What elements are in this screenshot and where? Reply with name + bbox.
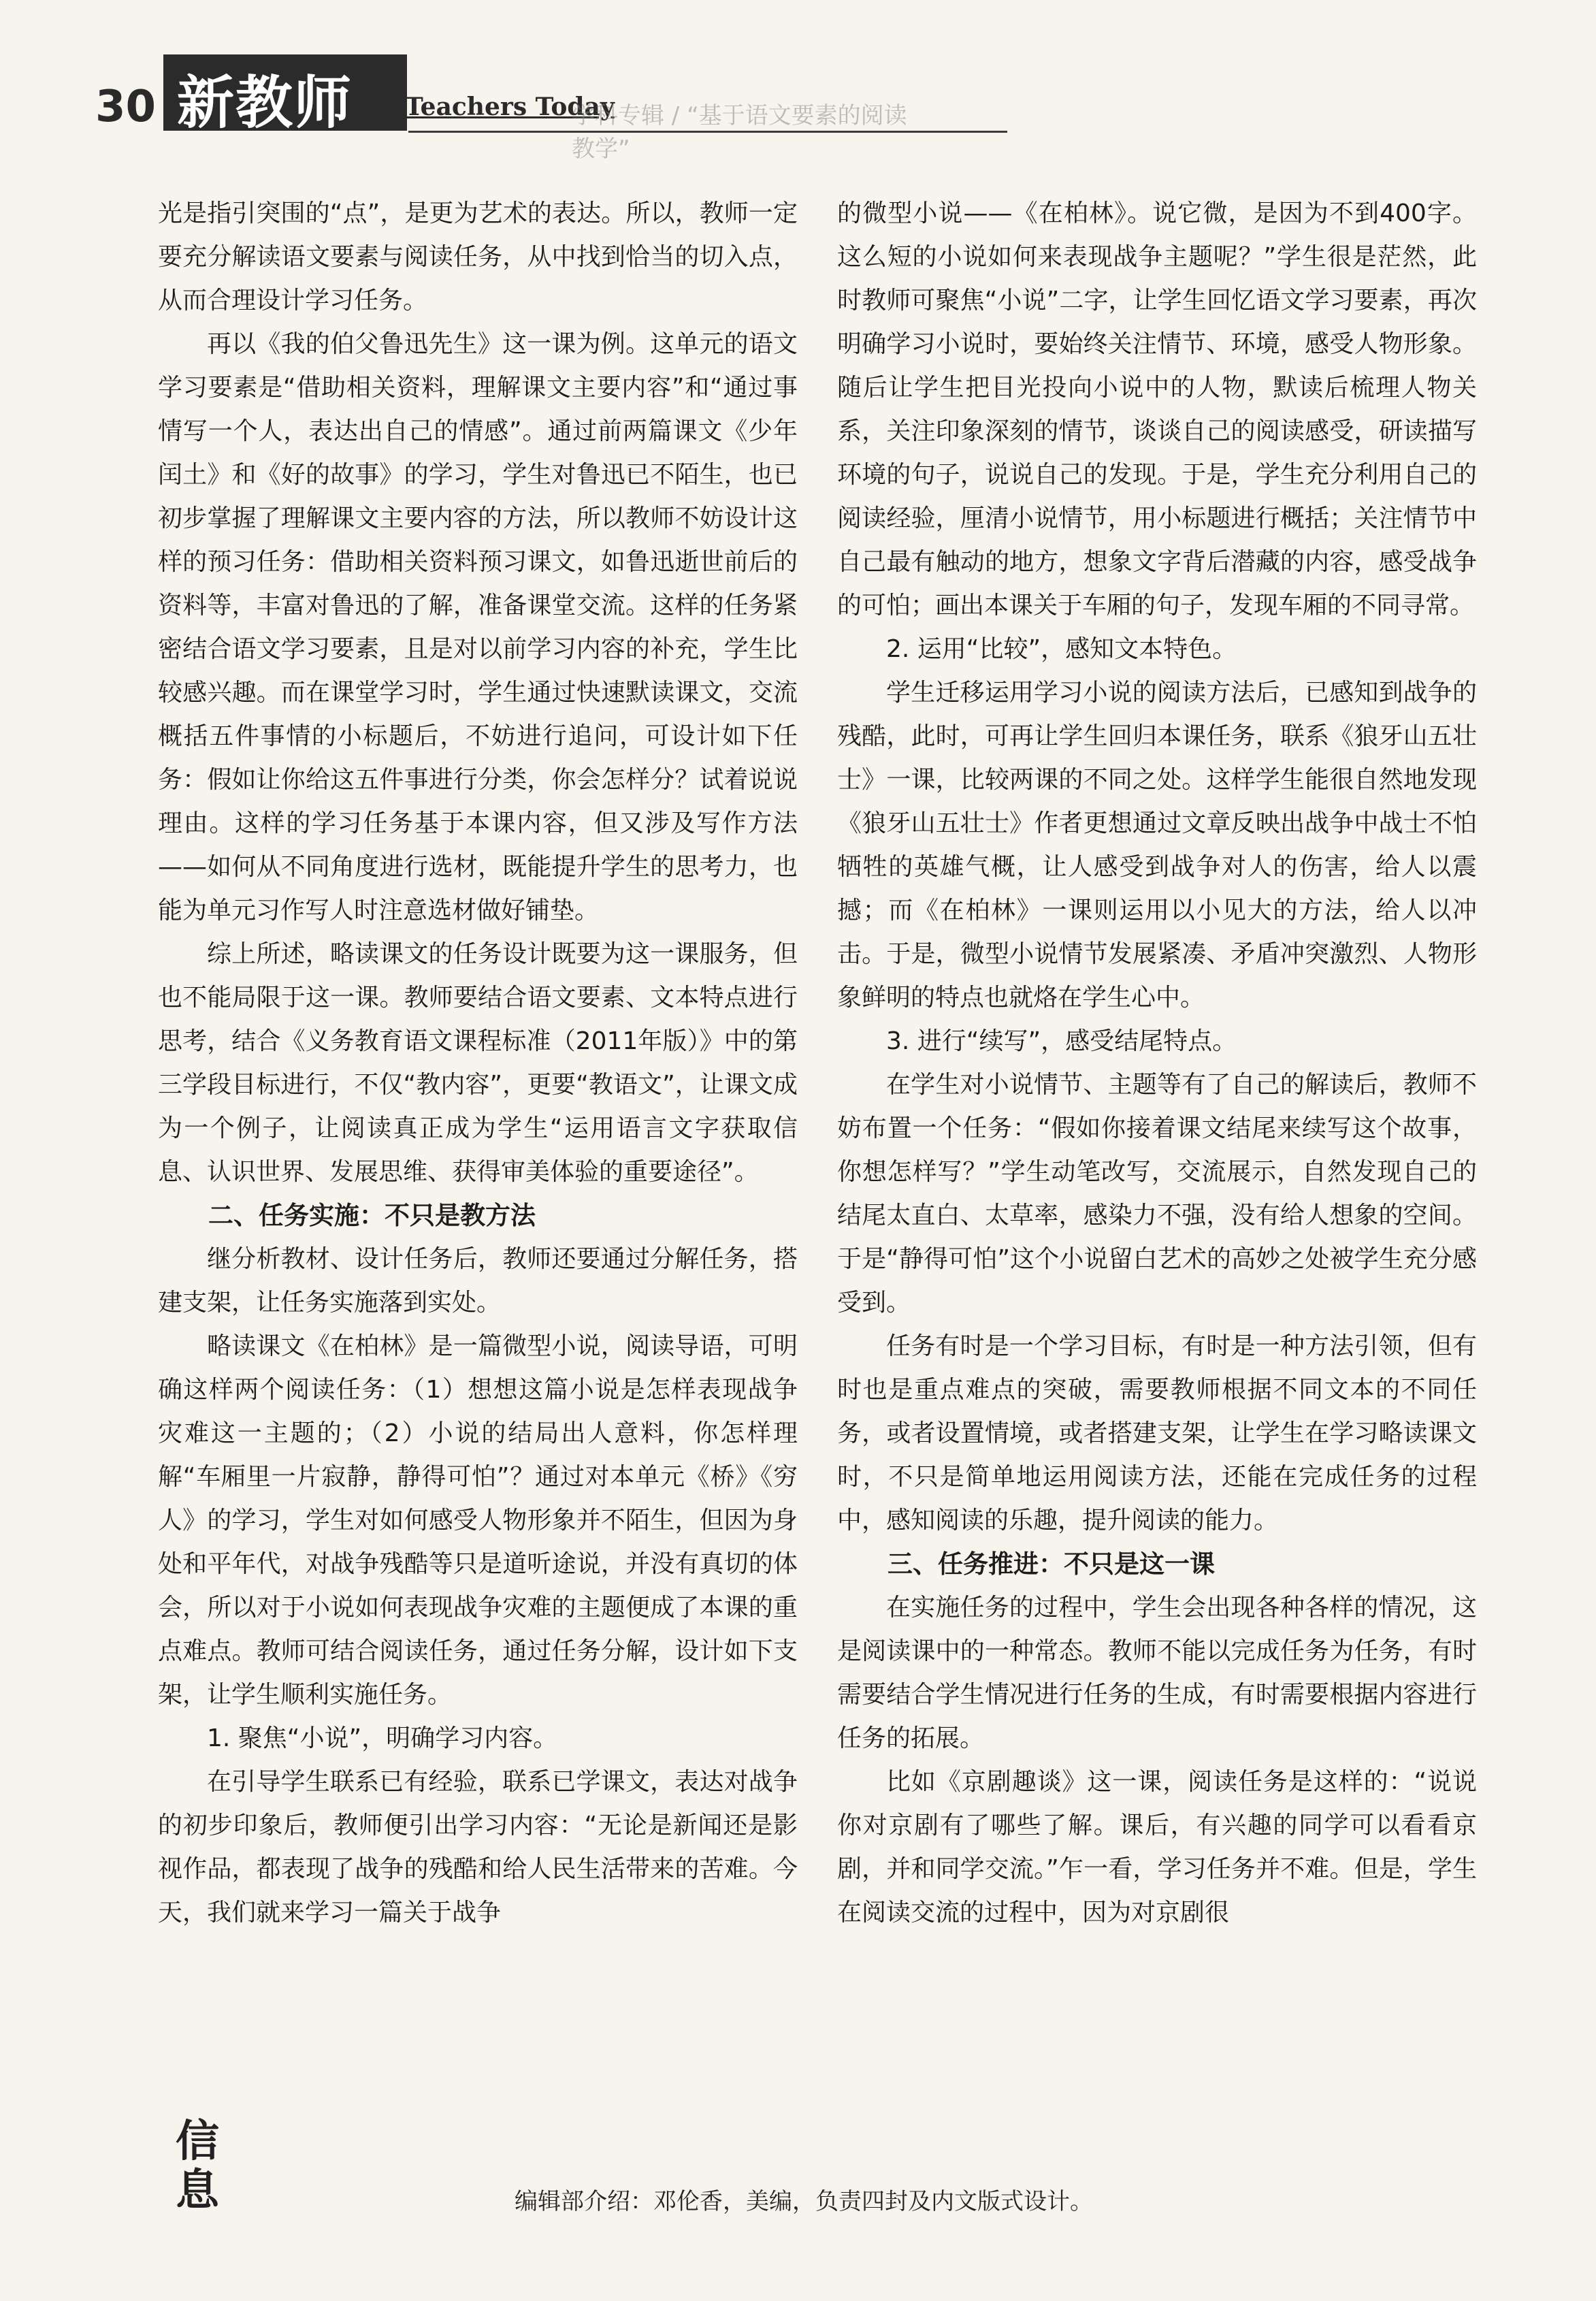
paragraph: 1. 聚焦“小说”，明确学习内容。 bbox=[207, 1724, 558, 1752]
info-label-top: 信 bbox=[176, 2117, 219, 2167]
paragraph: 略读课文《在柏林》是一篇微型小说，阅读导语，可明确这样两个阅读任务：（1）想想这篇小说是怎样表现战争灾难这一主题的；（2）小说的结局出人意料，你怎样理解“车厢里一片寂静，静得可怕”？通过对本单元《桥》《穷人》的学习，学生对如何感受人物形象并不陌生，但因为身处和平年代，对战争残酷等只是道听途说，并没有真切的体会，所以对于小说如何表现战争灾难的主题便成了本课的重点难点。教师可结合阅读任务，通过任务分解，设计如下支架，让学生顺利实施任务。 bbox=[158, 1332, 798, 1709]
page-header bbox=[95, 54, 912, 163]
paragraph: 学生迁移运用学习小说的阅读方法后，已感知到战争的残酷，此时，可再让学生回归本课任务，联系《狼牙山五壮士》一课，比较两课的不同之处。这样学生能很自然地发现《狼牙山五壮士》作者更想通过文章反映出战争中战士不怕牺牲的英雄气概，让人感受到战争对人的伤害，给人以震撼；而《在柏林》一课则运用以小见大的方法，给人以冲击。于是，微型小说情节发展紧凑、矛盾冲突激烈、人物形象鲜明的特点也就烙在学生心中。 bbox=[837, 679, 1477, 1012]
paragraph: 综上所述，略读课文的任务设计既要为这一课服务，但也不能局限于这一课。教师要结合语文要素、文本特点进行思考，结合《义务教育语文课程标准（2011年版）》中的第三学段目标进行，不仅“教内容”，更要“教语文”，让课文成为一个例子，让阅读真正成为学生“运用语言文字获取信息、认识世界、发展思维、获得审美体验的重要途径”。 bbox=[158, 940, 798, 1186]
page-number: 30 bbox=[95, 82, 157, 132]
section-heading: 二、任务实施：不只是教方法 bbox=[208, 1201, 536, 1230]
paragraph: 在学生对小说情节、主题等有了自己的解读后，教师不妨布置一个任务：“假如你接着课文结尾来续写这个故事，你想怎样写？”学生动笔改写，交流展示，自然发现自己的结尾太直白、太草率，感染力不强，没有给人想象的空间。于是“静得可怕”这个小说留白艺术的高妙之处被学生充分感受到。 bbox=[837, 1071, 1477, 1317]
header-rule bbox=[408, 131, 1007, 133]
magazine-title-cn: 新教师 bbox=[177, 69, 353, 136]
info-label-bottom: 息 bbox=[176, 2166, 219, 2216]
editor-intro: 编辑部介绍：邓伦香，美编，负责四封及内文版式设计。 bbox=[515, 2188, 1093, 2215]
left-column bbox=[158, 192, 798, 1935]
magazine-title-en: Teachers Today bbox=[405, 93, 615, 121]
info-label bbox=[176, 2117, 219, 2215]
paragraph: 3. 进行“续写”，感受结尾特点。 bbox=[886, 1027, 1237, 1055]
paragraph: 再以《我的伯父鲁迅先生》这一课为例。这单元的语文学习要素是“借助相关资料，理解课文主要内容”和“通过事情写一个人，表达出自己的情感”。通过前两篇课文《少年闰土》和《好的故事》的学习，学生对鲁迅已不陌生，也已初步掌握了理解课文主要内容的方法，所以教师不妨设计这样的预习任务：借助相关资料预习课文，如鲁迅逝世前后的资料等，丰富对鲁迅的了解，准备课堂交流。这样的任务紧密结合语文学习要素，且是对以前学习内容的补充，学生比较感兴趣。而在课堂学习时，学生通过快速默读课文，交流概括五件事情的小标题后，不妨进行追问，可设计如下任务：假如让你给这五件事进行分类，你会怎样分？试着说说理由。这样的学习任务基于本课内容，但又涉及写作方法——如何从不同角度进行选材，既能提升学生的思考力，也能为单元习作写人时注意选材做好铺垫。 bbox=[158, 330, 798, 924]
paragraph: 比如《京剧趣谈》这一课，阅读任务是这样的：“说说你对京剧有了哪些了解。课后，有兴趣的同学可以看看京剧，并和同学交流。”乍一看，学习任务并不难。但是，学生在阅读交流的过程中，因为对京剧很 bbox=[837, 1768, 1477, 1927]
section-heading: 三、任务推进：不只是这一课 bbox=[887, 1549, 1215, 1579]
paragraph: 任务有时是一个学习目标，有时是一种方法引领，但有时也是重点难点的突破，需要教师根据不同文本的不同任务，或者设置情境，或者搭建支架，让学生在学习略读课文时，不只是简单地运用阅读方法，还能在完成任务的过程中，感知阅读的乐趣，提升阅读的能力。 bbox=[837, 1332, 1477, 1534]
right-column bbox=[837, 192, 1477, 1935]
paragraph: 2. 运用“比较”，感知文本特色。 bbox=[886, 635, 1237, 663]
section-title-faded: 学科专辑 / “基于语文要素的阅读教学” bbox=[572, 102, 907, 163]
paragraph: 光是指引突围的“点”，是更为艺术的表达。所以，教师一定要充分解读语文要素与阅读任务，从中找到恰当的切入点，从而合理设计学习任务。 bbox=[158, 199, 798, 315]
paragraph: 在实施任务的过程中，学生会出现各种各样的情况，这是阅读课中的一种常态。教师不能以完成任务为任务，有时需要结合学生情况进行任务的生成，有时需要根据内容进行任务的拓展。 bbox=[837, 1594, 1477, 1752]
paragraph: 的微型小说——《在柏林》。说它微，是因为不到400字。这么短的小说如何来表现战争主题呢？”学生很是茫然，此时教师可聚焦“小说”二字，让学生回忆语文学习要素，再次明确学习小说时，要始终关注情节、环境，感受人物形象。随后让学生把目光投向小说中的人物，默读后梳理人物关系，关注印象深刻的情节，谈谈自己的阅读感受，研读描写环境的句子，说说自己的发现。于是，学生充分利用自己的阅读经验，厘清小说情节，用小标题进行概括；关注情节中自己最有触动的地方，想象文字背后潜藏的内容，感受战争的可怕；画出本课关于车厢的句子，发现车厢的不同寻常。 bbox=[837, 199, 1477, 620]
paragraph: 在引导学生联系已有经验，联系已学课文，表达对战争的初步印象后，教师便引出学习内容：“无论是新闻还是影视作品，都表现了战争的残酷和给人民生活带来的苦难。今天，我们就来学习一篇关于战争 bbox=[158, 1768, 798, 1927]
paragraph: 继分析教材、设计任务后，教师还要通过分解任务，搭建支架，让任务实施落到实处。 bbox=[158, 1245, 798, 1317]
